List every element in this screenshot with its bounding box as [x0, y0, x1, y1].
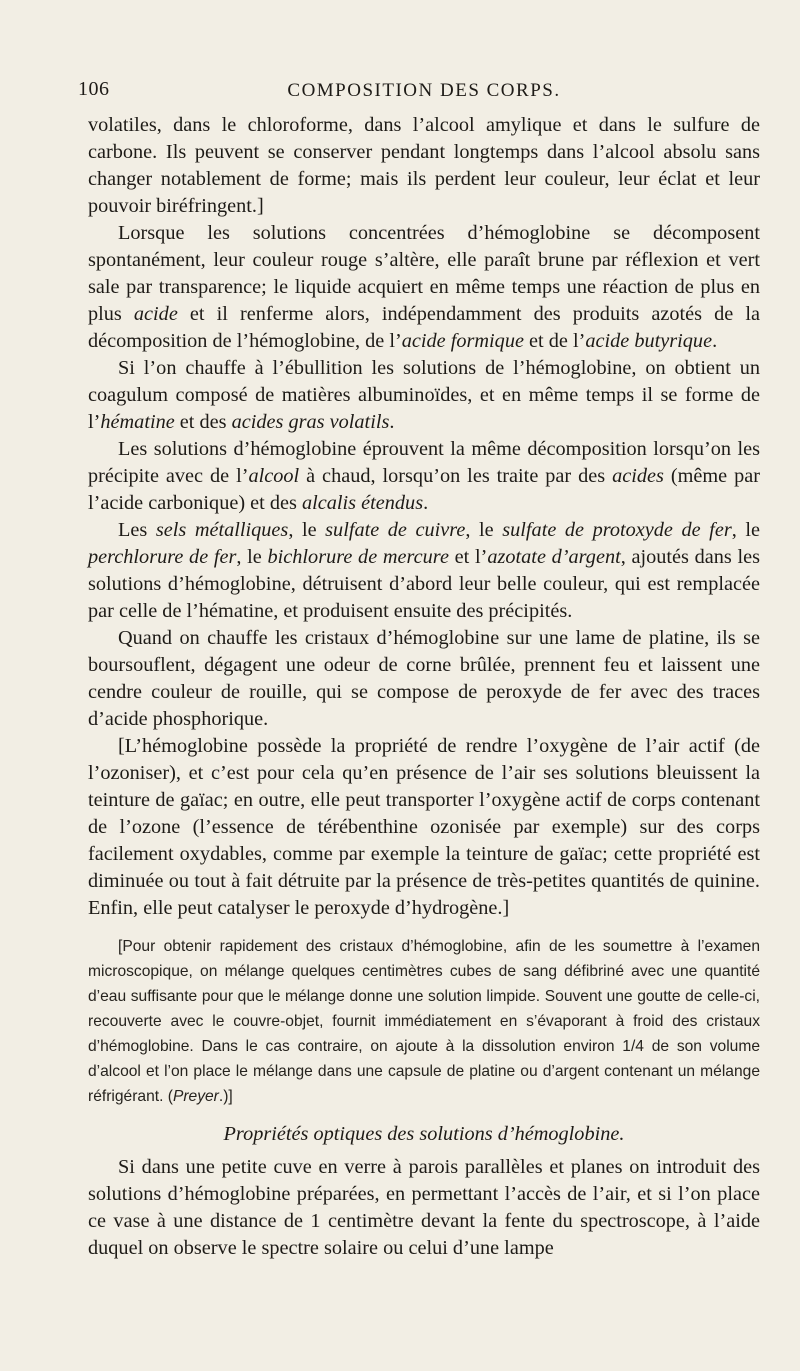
paragraph	[88, 436, 760, 517]
text-run: et des	[174, 411, 232, 433]
paragraph	[88, 355, 760, 436]
text-run: Lorsque les solutions concentrées d’hémoglobine se décomposent spontanément, leur couleur rouge s’altère, elle paraît brune par réflexion et vert sale par transparence; le liquide acquiert en même temps une réaction de plus en plus	[88, 222, 760, 325]
italic-term: sels métalliques	[155, 519, 289, 541]
text-run: .	[712, 330, 718, 352]
italic-term: acides	[612, 465, 664, 487]
text-run: (même par l’acide carbonique) et des	[88, 465, 760, 514]
text-run: , le	[288, 519, 326, 541]
body-text	[88, 112, 760, 922]
running-title: COMPOSITION DES CORPS.	[287, 80, 561, 101]
page-header	[78, 78, 760, 112]
text-run: , le	[465, 519, 503, 541]
text-run: et de l’	[523, 330, 586, 352]
text-run: Les solutions d’hémoglobine éprouvent la même décomposition lorsqu’on les précipite avec de l’	[88, 438, 760, 487]
text-run: Les	[118, 519, 156, 541]
paragraph	[88, 625, 760, 733]
text-run: , ajoutés dans les solutions d’hémoglobine, détruisent d’abord leur belle couleur, qui est remplacée par celle de l’hématine, et produisent ensuite des précipités.	[88, 546, 761, 622]
page-number: 106	[78, 78, 110, 100]
footnote-block	[88, 934, 760, 1109]
section-title: Propriétés optiques des solutions d’hémoglobine.	[223, 1123, 625, 1145]
italic-term: perchlorure de fer	[88, 546, 237, 568]
text-run: [Pour obtenir rapidement des cristaux d’hémoglobine, afin de les soumettre à l’examen microscopique, on mélange quelques centimètres cubes de sang défibriné avec une quantité d’eau suffisante pour que le mélange donne une solution limpide. Souvent une goutte de celle-ci, recouverte avec le couvre-objet, fournit immédiatement en s’évaporant à froid des cristaux d’hémoglobine. Dans le cas contraire, on ajoute à la dissolution environ 1/4 de son volume d’alcool et l’on place le mélange dans une capsule de platine ou d’argent contenant un mélange réfrigérant. (	[88, 938, 760, 1105]
body-text-continued	[88, 1154, 760, 1262]
italic-term: alcool	[248, 465, 300, 487]
text-run: volatiles, dans le chloroforme, dans l’alcool amylique et dans le sulfure de carbone. Ils peuvent se conserver pendant longtemps dans l’alcool absolu sans changer notablement de forme; mais ils perdent leur couleur, leur éclat et leur pouvoir biréfringent.]	[88, 114, 760, 217]
text-run: , le	[236, 546, 268, 568]
paragraph	[88, 112, 760, 220]
paragraph	[88, 733, 760, 922]
book-page	[78, 78, 761, 1262]
paragraph	[88, 220, 760, 355]
italic-term: alcalis étendus	[301, 492, 424, 514]
text-run: .	[423, 492, 429, 514]
italic-term: bichlorure de mercure	[267, 546, 449, 568]
italic-term: acide	[133, 303, 178, 325]
italic-term: acides gras volatils	[231, 411, 390, 433]
text-run: et l’	[448, 546, 488, 568]
italic-term: Preyer	[172, 1088, 219, 1105]
italic-term: hématine	[100, 411, 175, 433]
italic-term: acide formique	[401, 330, 524, 352]
note-paragraph	[88, 934, 760, 1109]
text-run: Si dans une petite cuve en verre à parois parallèles et planes on introduit des solutions d’hémoglobine préparées, en permettant l’accès de l’air, et si l’on place ce vase à une distance de 1 centimètre devant la fente du spectroscope, à l’aide duquel on observe le spectre solaire ou celui d’une lampe	[88, 1156, 760, 1259]
italic-term: azotate d’argent	[487, 546, 621, 568]
italic-term: acide butyrique	[585, 330, 713, 352]
text-run: à chaud, lorsqu’on les traite par des	[299, 465, 613, 487]
text-run: Quand on chauffe les cristaux d’hémoglobine sur une lame de platine, ils se boursouflent, dégagent une odeur de corne brûlée, prennent feu et laissent une cendre couleur de rouille, qui se compose de peroxyde de fer avec des traces d’acide phosphorique.	[88, 627, 760, 730]
italic-term: sulfate de cuivre	[325, 519, 466, 541]
italic-term: sulfate de protoxyde de fer	[502, 519, 732, 541]
text-run: [L’hémoglobine possède la propriété de rendre l’oxygène de l’air actif (de l’ozoniser), et c’est pour cela qu’en présence de l’air ses solutions bleuissent la teinture de gaïac; en outre, elle peut transporter l’oxygène actif de corps contenant de l’ozone (l’essence de térébenthine ozonisée par exemple) sur des corps facilement oxydables, comme par exemple la teinture de gaïac; cette propriété est diminuée ou tout à fait détruite par la présence de très-petites quantités de quinine. Enfin, elle peut catalyser le peroxyde d’hydrogène.]	[88, 735, 760, 919]
text-run: .)]	[218, 1088, 233, 1105]
paragraph	[88, 517, 760, 625]
text-run: et il renferme alors, indépendamment des produits azotés de la décomposition de l’hémoglobine, de l’	[88, 303, 760, 352]
text-run: .	[389, 411, 395, 433]
text-run: Si l’on chauffe à l’ébullition les solutions de l’hémoglobine, on obtient un coagulum composé de matières albuminoïdes, et en même temps il se forme de l’	[88, 357, 760, 433]
text-run: , le	[731, 519, 760, 541]
paragraph	[88, 1154, 760, 1262]
